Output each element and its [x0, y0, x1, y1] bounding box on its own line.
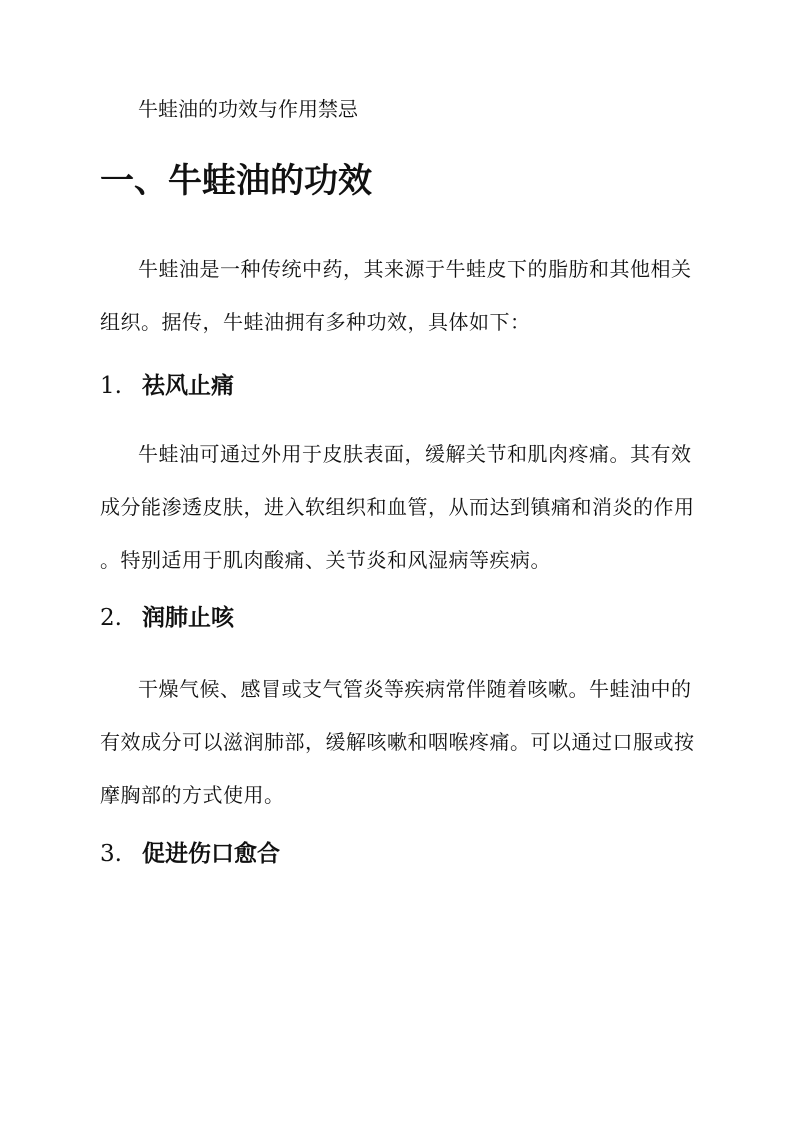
document-title: 牛蛙油的功效与作用禁忌 — [138, 97, 358, 121]
section-heading: 一、牛蛙油的功效 — [100, 161, 372, 201]
subheading-text: 祛风止痛 — [142, 372, 234, 399]
subheading-text: 润肺止咳 — [142, 604, 234, 631]
paragraph-1 — [100, 428, 700, 587]
subheading-number: 1. — [100, 373, 122, 399]
paragraph-line: 干燥气候、感冒或支气管炎等疾病常伴随着咳嗽。牛蛙油中的 — [138, 677, 692, 701]
subheading-1 — [100, 370, 234, 402]
paragraph-line: 组织。据传，牛蛙油拥有多种功效，具体如下： — [100, 310, 531, 334]
subheading-number: 3. — [100, 841, 122, 867]
subheading-2 — [100, 602, 234, 634]
paragraph-line: 有效成分可以滋润肺部，缓解咳嗽和咽喉疼痛。可以通过口服或按 — [100, 730, 695, 754]
paragraph-line: 。特别适用于肌肉酸痛、关节炎和风湿病等疾病。 — [100, 548, 551, 572]
subheading-3 — [100, 838, 280, 870]
intro-paragraph — [100, 243, 700, 349]
paragraph-line: 摩胸部的方式使用。 — [100, 783, 285, 807]
paragraph-line: 牛蛙油是一种传统中药，其来源于牛蛙皮下的脂肪和其他相关 — [138, 257, 692, 281]
subheading-number: 2. — [100, 605, 122, 631]
subheading-text: 促进伤口愈合 — [142, 840, 280, 867]
paragraph-2 — [100, 663, 700, 822]
paragraph-line: 成分能渗透皮肤，进入软组织和血管，从而达到镇痛和消炎的作用 — [100, 495, 695, 519]
paragraph-line: 牛蛙油可通过外用于皮肤表面，缓解关节和肌肉疼痛。其有效 — [138, 442, 692, 466]
